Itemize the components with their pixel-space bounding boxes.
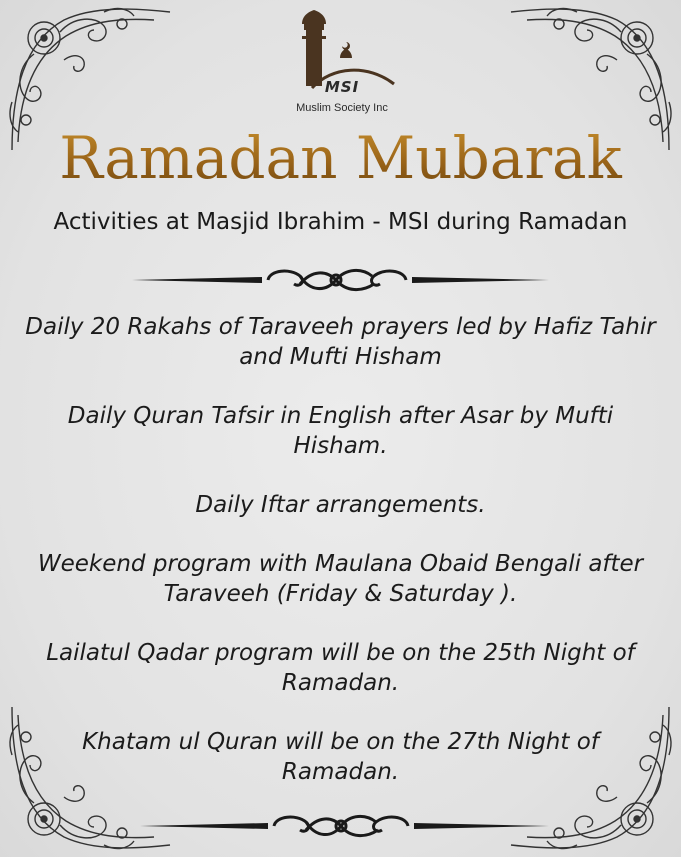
- list-item: Khatam ul Quran will be on the 27th Night of Ramadan.: [82, 729, 599, 785]
- page-subtitle: Activities at Masjid Ibrahim - MSI during Ramadan: [53, 209, 628, 235]
- msi-logo: [282, 10, 402, 118]
- scroll-divider-icon: [0, 262, 681, 302]
- scroll-divider-icon: [0, 806, 681, 846]
- list-item: Daily Quran Tafsir in English after Asar by Mufti Hisham.: [67, 403, 614, 459]
- list-item: Daily Iftar arrangements.: [195, 492, 486, 518]
- activities-list: [20, 312, 661, 816]
- list-item: Lailatul Qadar program will be on the 25th Night of Ramadan.: [46, 640, 635, 696]
- page-title: Ramadan Mubarak: [0, 122, 681, 194]
- list-item: Weekend program with Maulana Obaid Bengali after Taraveeh (Friday & Saturday ).: [37, 551, 644, 607]
- logo-caption: Muslim Society Inc: [296, 102, 388, 114]
- logo-abbreviation: MSI: [324, 78, 360, 96]
- list-item: Daily 20 Rakahs of Taraveeh prayers led by Hafiz Tahir and Mufti Hisham: [25, 314, 656, 370]
